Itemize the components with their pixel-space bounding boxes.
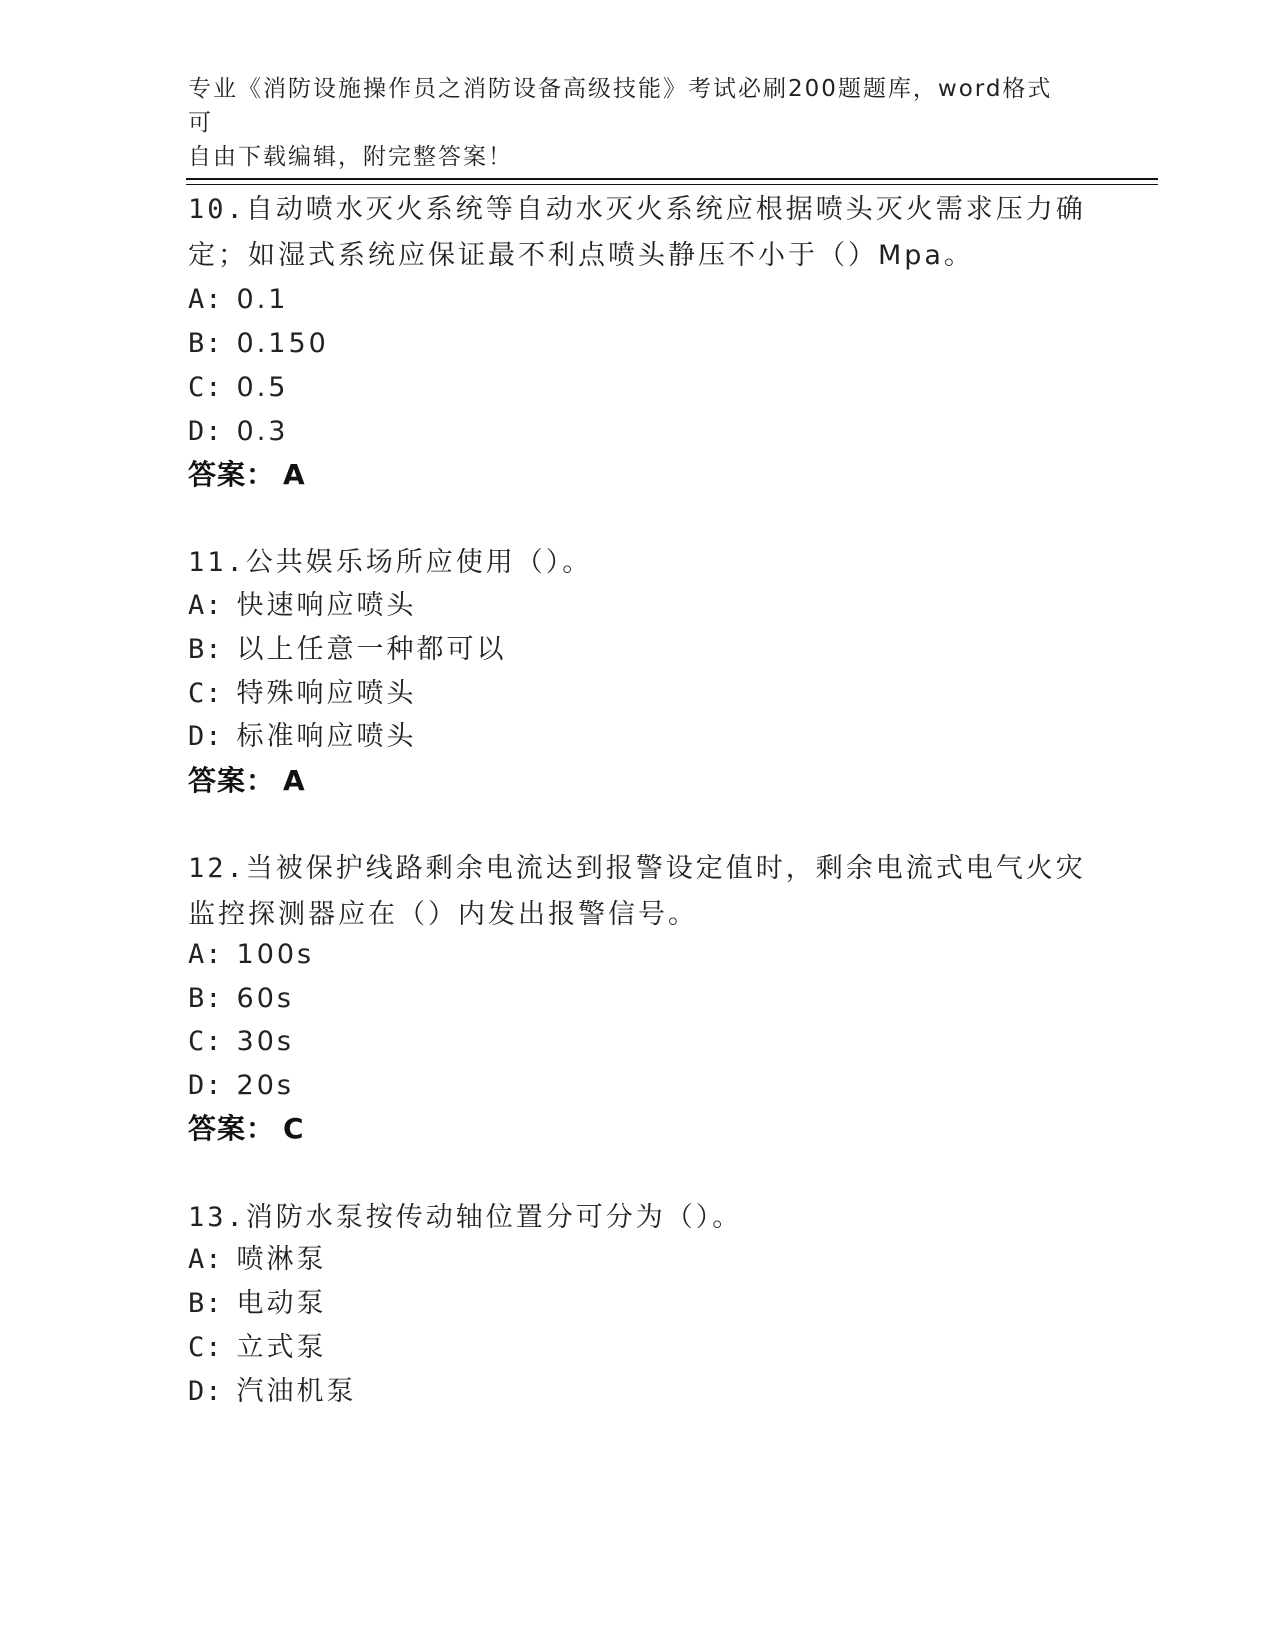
question-number: 12. [188,853,246,884]
question-body: 公共娱乐场所应使用（）。 [245,547,593,578]
option-label: D: [188,1376,223,1407]
question-body: 消防水泵按传动轴位置分可分为（）。 [245,1202,743,1233]
question-10-option-d [188,412,288,452]
question-12-answer [188,1109,305,1149]
question-11-option-d [188,717,417,757]
question-number: 10. [188,194,246,225]
question-13-option-b [188,1284,327,1324]
option-label: C: [188,678,223,709]
answer-value: A [283,458,306,491]
question-number: 11. [188,547,246,578]
document-header [188,72,1068,174]
answer-label: 答案： [188,1112,276,1145]
question-10-text [188,187,1088,279]
option-text: 100s [236,939,315,970]
question-13-option-a [188,1240,327,1280]
question-11-option-c [188,674,417,714]
option-label: D: [188,721,223,752]
option-text: 0.1 [236,284,289,315]
question-12-option-c [188,1022,294,1062]
option-text: 60s [236,983,294,1014]
option-label: D: [188,1070,223,1101]
option-text: 电动泵 [236,1288,327,1319]
question-13-option-c [188,1328,327,1368]
header-divider-top [186,178,1158,180]
option-label: B: [188,1288,223,1319]
option-text: 0.3 [236,416,289,447]
option-text: 30s [236,1026,294,1057]
question-11-option-b [188,630,507,670]
question-12-option-b [188,979,294,1019]
answer-value: A [283,764,306,797]
option-label: A: [188,1244,223,1275]
question-10-option-b [188,324,329,364]
question-13-text [188,1195,1088,1241]
option-text: 0.5 [236,372,289,403]
option-label: C: [188,372,223,403]
answer-label: 答案： [188,458,276,491]
option-text: 喷淋泵 [236,1244,327,1275]
option-label: C: [188,1332,223,1363]
question-12-text [188,846,1088,938]
option-label: D: [188,416,223,447]
answer-label: 答案： [188,764,276,797]
question-12-option-d [188,1066,294,1106]
question-10-answer [188,455,306,495]
question-10-option-c [188,368,288,408]
question-number: 13. [188,1202,246,1233]
option-label: B: [188,634,223,665]
option-text: 立式泵 [236,1332,327,1363]
option-text: 20s [236,1070,294,1101]
header-line-1: 专业《消防设施操作员之消防设备高级技能》考试必刷200题题库，word格式可 [188,76,1053,136]
option-label: B: [188,328,223,359]
option-label: A: [188,284,223,315]
question-12-option-a [188,935,314,975]
question-body: 当被保护线路剩余电流达到报警设定值时，剩余电流式电气火灾监控探测器应在（）内发出报警信号。 [188,853,1086,930]
option-label: C: [188,1026,223,1057]
option-text: 以上任意一种都可以 [236,634,507,665]
option-text: 快速响应喷头 [236,590,417,621]
question-10-option-a [188,280,288,320]
option-label: A: [188,939,223,970]
option-label: B: [188,983,223,1014]
option-text: 汽油机泵 [236,1376,357,1407]
question-11-option-a [188,586,417,626]
header-line-2: 自由下载编辑，附完整答案！ [188,144,513,170]
option-text: 特殊响应喷头 [236,678,417,709]
answer-value: C [283,1112,305,1145]
question-body: 自动喷水灭火系统等自动水灭火系统应根据喷头灭火需求压力确定；如湿式系统应保证最不利点喷头静压不小于（）Mpa。 [188,194,1086,271]
option-text: 标准响应喷头 [236,721,417,752]
header-divider-bottom [186,184,1158,185]
question-13-option-d [188,1372,357,1412]
option-text: 0.150 [236,328,329,359]
question-11-answer [188,761,306,801]
option-label: A: [188,590,223,621]
question-11-text [188,540,1088,586]
